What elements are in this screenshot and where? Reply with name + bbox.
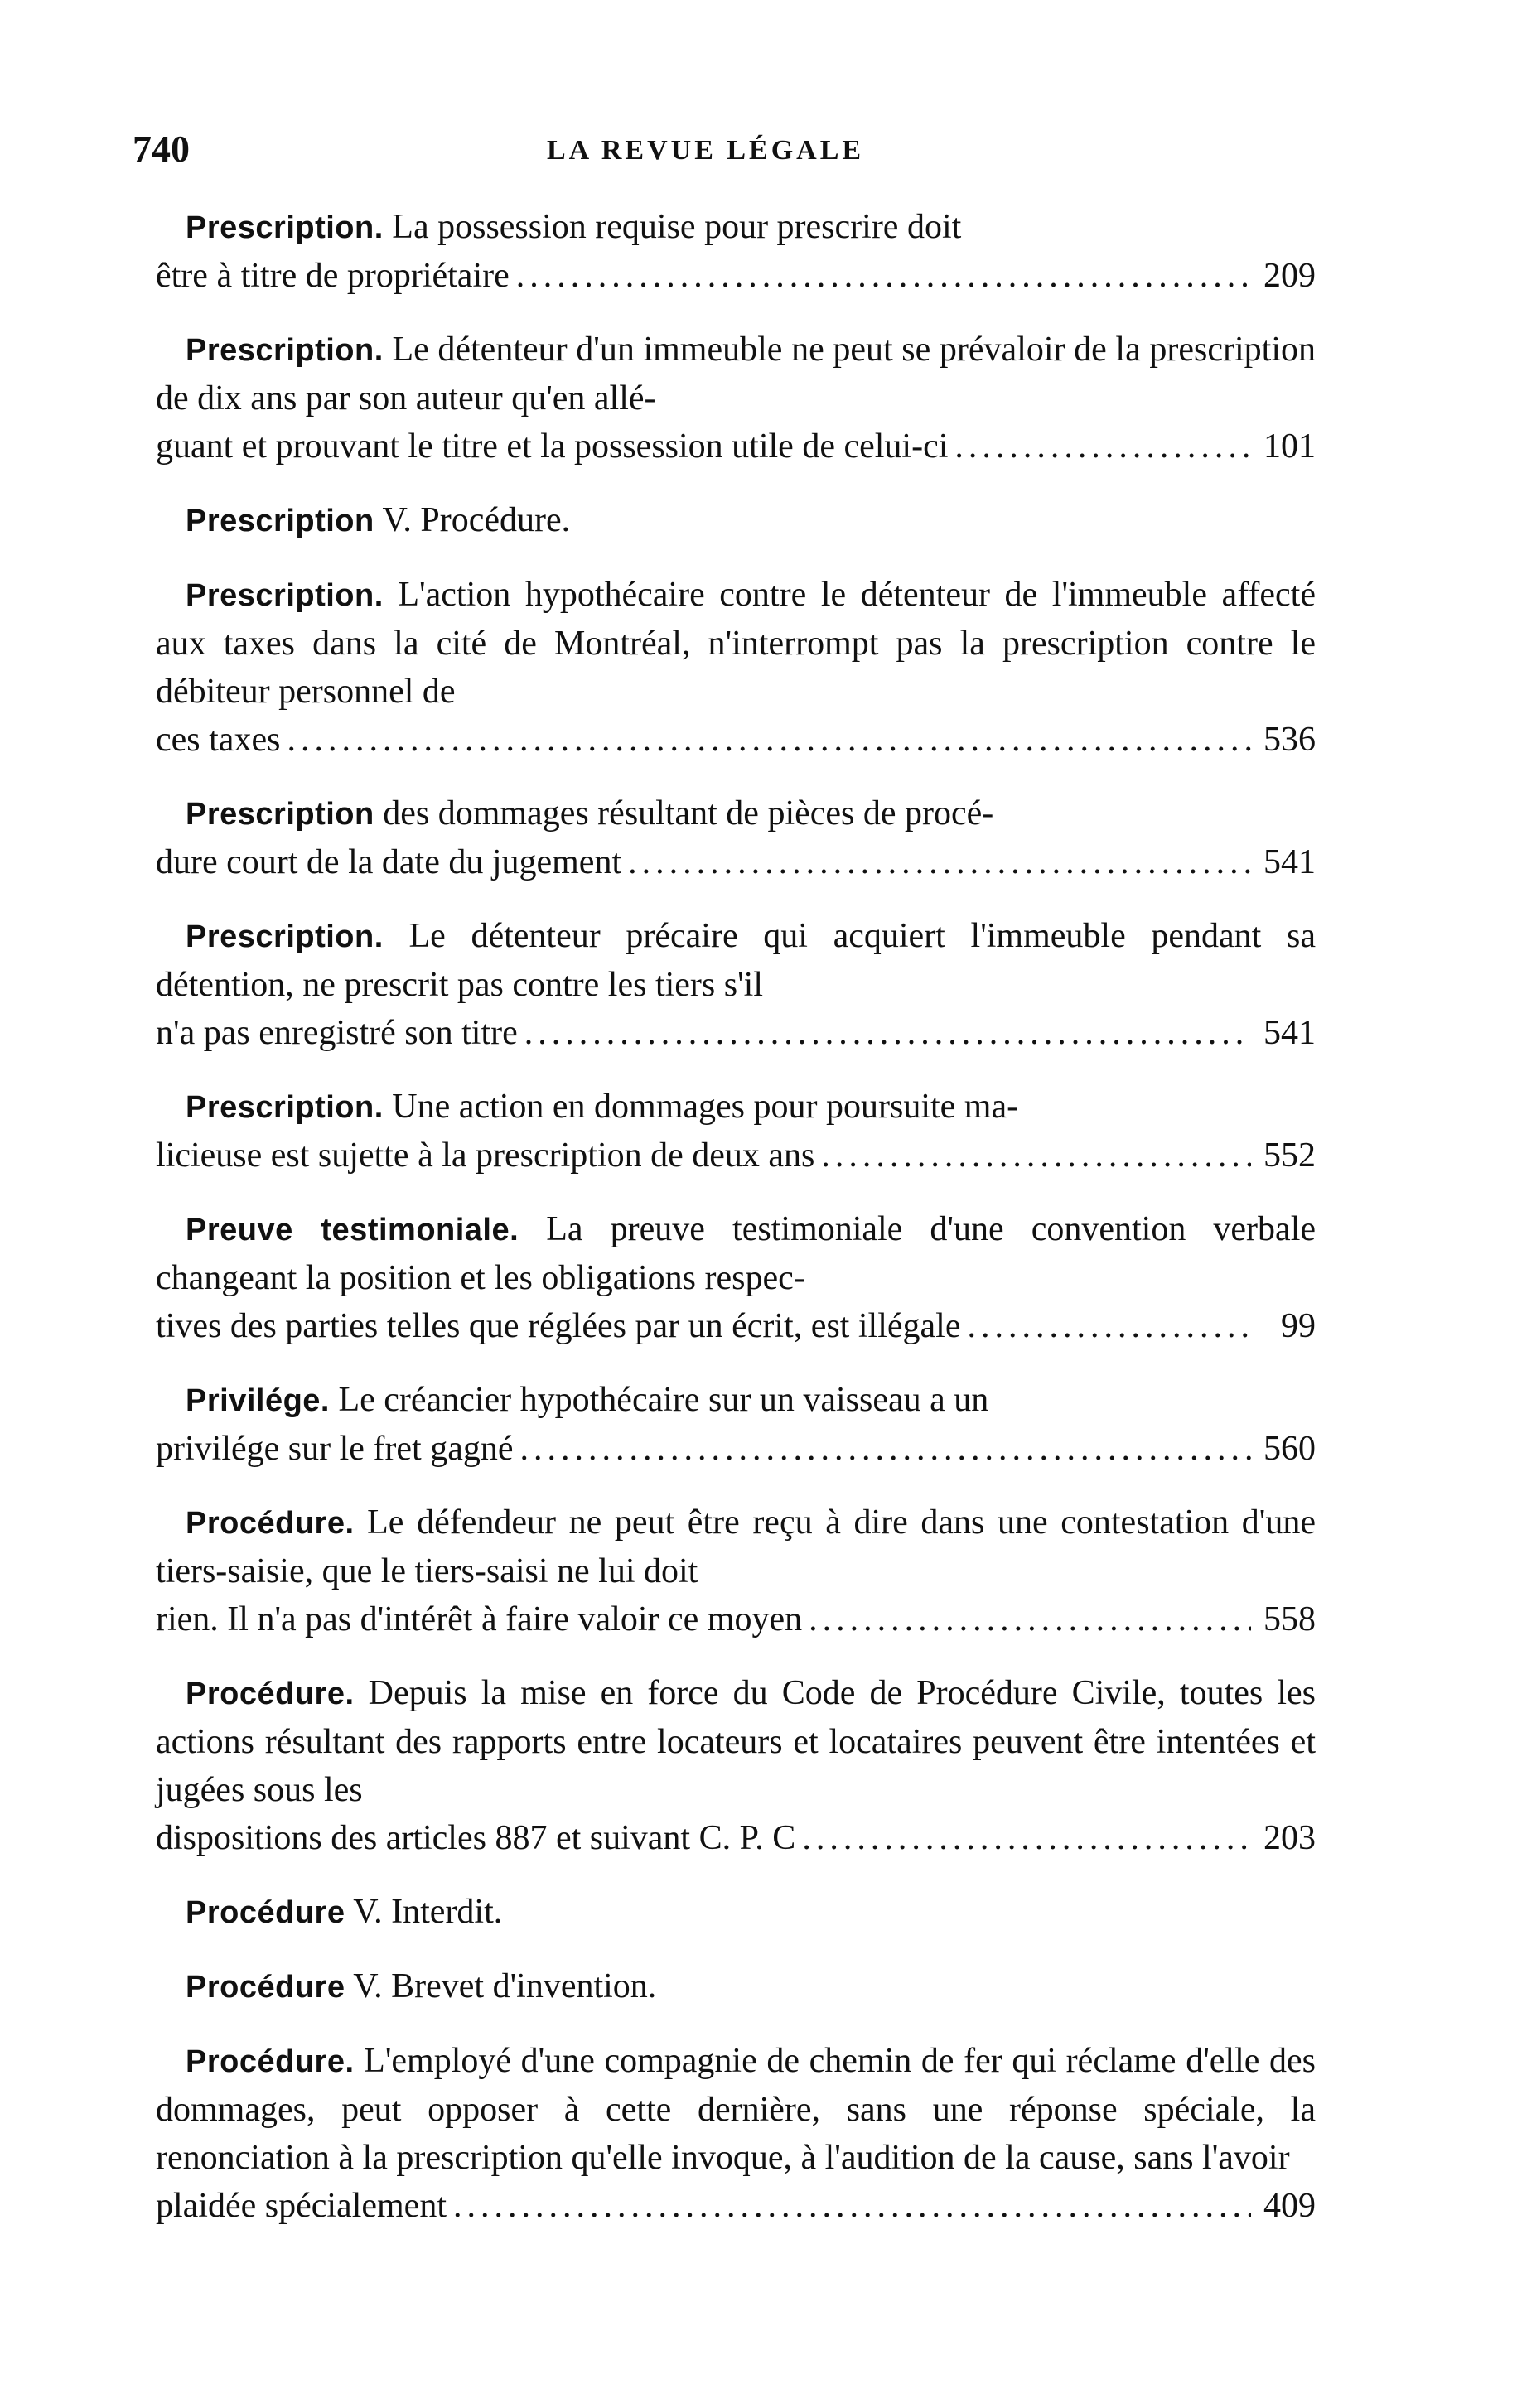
leader-dots	[628, 838, 1251, 886]
entry-keyword: Procédure.	[186, 1677, 355, 1711]
entry-text: L'employé d'une compagnie de chemin de fer qui réclame d'elle des dommages, peut opposer à cette dernière, sans une réponse spéciale, la renonciation à la prescription qu'elle invoque, à l'audition de la cause, sans l'avoir	[156, 2042, 1317, 2177]
entry-last-line	[156, 1425, 1316, 1473]
entry-keyword: Prescription	[186, 504, 374, 538]
entry-text: Le défendeur ne peut être reçu à dire dans une contestation d'une tiers-saisie, que le tiers-saisi ne lui doit	[156, 1503, 1317, 1590]
index-entry	[156, 1888, 1316, 1937]
entry-last-line	[156, 1595, 1316, 1643]
entry-last-line	[156, 422, 1316, 471]
entry-text: La preuve testimoniale d'une convention verbale changeant la position et les obligations respec-	[156, 1210, 1316, 1297]
entry-keyword: Procédure	[186, 1970, 345, 2005]
page-reference: 409	[1263, 2187, 1316, 2225]
entry-text: Le créancier hypothécaire sur un vaisseau a un	[338, 1381, 989, 1419]
entry-last-line	[156, 838, 1316, 886]
entry-last-line-text: dure court de la date du jugement	[156, 843, 622, 881]
entry-text: L'action hypothécaire contre le détenteur de l'immeuble affecté aux taxes dans la cité de Montréal, n'interrompt pas la prescription contre le débiteur personnel de	[156, 576, 1316, 711]
entry-last-line	[156, 252, 1316, 300]
entry-text: V. Brevet d'invention.	[353, 1967, 657, 2005]
entry-last-line-text: n'a pas enregistré son titre	[156, 1014, 518, 1052]
page-reference: 101	[1263, 427, 1316, 466]
leader-dots	[519, 1425, 1251, 1473]
entry-keyword: Privilége.	[186, 1383, 330, 1418]
leader-dots	[954, 422, 1251, 471]
leader-dots	[453, 2182, 1251, 2230]
index-entry	[156, 1376, 1316, 1473]
running-title: LA REVUE LÉGALE	[547, 135, 865, 166]
page-reference: 541	[1263, 1014, 1316, 1052]
entry-text: des dommages résultant de pièces de procé-	[383, 794, 994, 832]
entry-text: La possession requise pour prescrire doit	[392, 208, 962, 246]
leader-dots	[516, 252, 1251, 300]
page-reference: 541	[1263, 843, 1316, 881]
index-entry	[156, 496, 1316, 545]
entry-text: V. Procédure.	[382, 501, 571, 539]
index-entry	[156, 203, 1316, 300]
entry-last-line-text: ces taxes	[156, 721, 281, 759]
leader-dots	[524, 1009, 1251, 1057]
entry-text: Le détenteur d'un immeuble ne peut se prévaloir de la prescription de dix ans par son auteur qu'en allé-	[156, 331, 1316, 417]
page-reference: 536	[1263, 721, 1316, 759]
page-reference: 560	[1263, 1430, 1316, 1468]
leader-dots	[967, 1302, 1251, 1350]
entry-last-line	[156, 1302, 1316, 1350]
entry-last-line-text: privilége sur le fret gagné	[156, 1430, 514, 1468]
entry-last-line	[156, 1009, 1316, 1057]
entry-keyword: Preuve testimoniale.	[186, 1213, 519, 1247]
index-entry	[156, 1962, 1316, 2011]
leader-dots	[287, 716, 1251, 764]
entry-last-line-text: plaidée spécialement	[156, 2187, 447, 2225]
leader-dots	[802, 1814, 1251, 1862]
entry-text: V. Interdit.	[353, 1893, 503, 1931]
entry-last-line	[156, 2182, 1316, 2230]
page-reference: 552	[1263, 1136, 1316, 1175]
index-entry	[156, 571, 1316, 764]
entry-last-line-text: guant et prouvant le titre et la possession utile de celui-ci	[156, 427, 949, 466]
entry-keyword: Prescription.	[186, 578, 384, 613]
index-entry	[156, 1083, 1316, 1180]
index-entry	[156, 1205, 1316, 1350]
entry-last-line-text: être à titre de propriétaire	[156, 257, 510, 295]
index-entry	[156, 1498, 1316, 1643]
index-entry	[156, 789, 1316, 886]
entry-keyword: Prescription.	[186, 1090, 384, 1125]
entry-last-line-text: licieuse est sujette à la prescription de deux ans	[156, 1136, 815, 1175]
entry-keyword: Prescription	[186, 797, 374, 832]
index-entries	[156, 203, 1316, 2256]
page-reference: 203	[1263, 1819, 1316, 1857]
page-reference: 99	[1281, 1307, 1316, 1345]
entry-keyword: Prescription.	[186, 210, 384, 245]
entry-last-line-text: dispositions des articles 887 et suivant C. P. C	[156, 1819, 796, 1857]
entry-last-line	[156, 716, 1316, 764]
page-reference: 209	[1263, 257, 1316, 295]
index-entry	[156, 1669, 1316, 1862]
page-header	[133, 124, 1292, 182]
entry-last-line	[156, 1132, 1316, 1180]
leader-dots	[809, 1595, 1251, 1643]
entry-keyword: Prescription.	[186, 333, 384, 368]
index-entry	[156, 912, 1316, 1057]
entry-text: Une action en dommages pour poursuite ma-	[392, 1088, 1019, 1126]
index-entry	[156, 2037, 1316, 2230]
index-entry	[156, 326, 1316, 471]
page-reference: 558	[1263, 1600, 1316, 1638]
entry-keyword: Procédure.	[186, 1506, 355, 1541]
entry-text: Le détenteur précaire qui acquiert l'immeuble pendant sa détention, ne prescrit pas contre les tiers s'il	[156, 917, 1317, 1004]
page-number: 740	[133, 128, 190, 170]
entry-keyword: Procédure.	[186, 2044, 355, 2079]
entry-keyword: Prescription.	[186, 919, 384, 954]
entry-keyword: Procédure	[186, 1895, 345, 1930]
entry-last-line-text: tives des parties telles que réglées par un écrit, est illégale	[156, 1307, 961, 1345]
leader-dots	[821, 1132, 1251, 1180]
entry-last-line-text: rien. Il n'a pas d'intérêt à faire valoir ce moyen	[156, 1600, 803, 1638]
entry-text: Depuis la mise en force du Code de Procédure Civile, toutes les actions résultant des rapports entre locateurs et locataires peuvent être intentées et jugées sous les	[156, 1674, 1316, 1809]
entry-last-line	[156, 1814, 1316, 1862]
